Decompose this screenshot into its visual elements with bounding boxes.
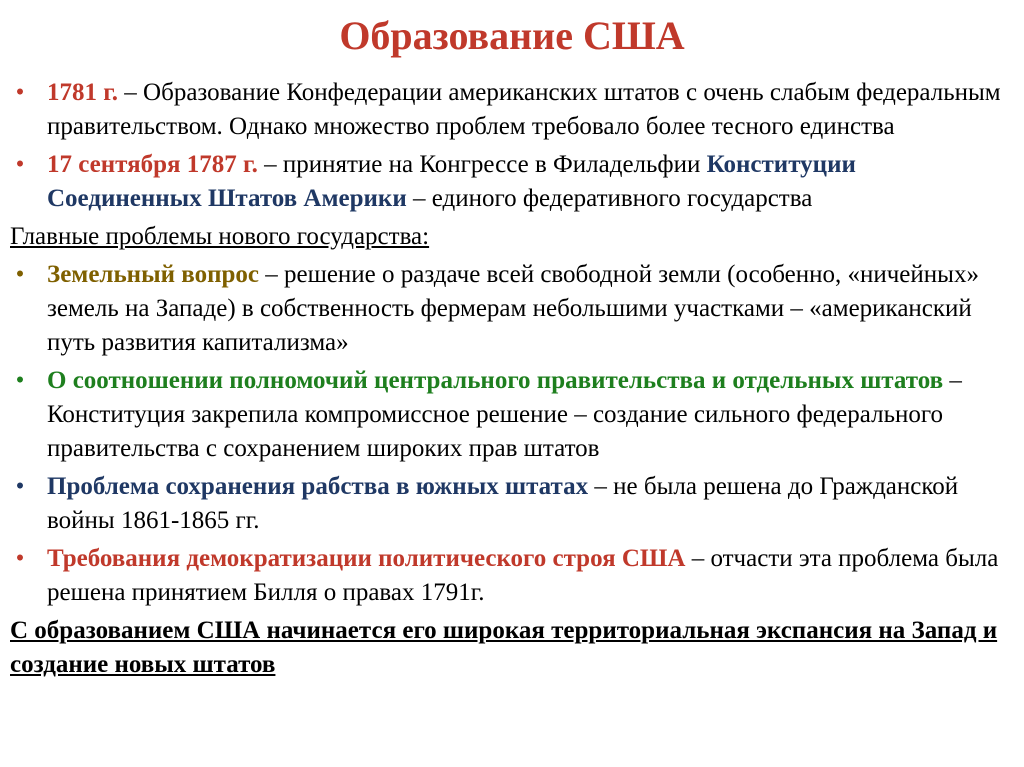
bullet-icon: • — [15, 151, 25, 178]
item-text: – принятие на Конгрессе в Филадельфии — [257, 151, 707, 178]
bullet-icon: • — [15, 545, 25, 572]
date-highlight: 17 сентября 1787 г. — [47, 151, 258, 178]
date-highlight: 1781 г. — [47, 79, 119, 106]
constitution-highlight: Конституции Соединенных Штатов Америки — [47, 151, 856, 212]
list-item-land — [10, 258, 1010, 360]
list-item-slavery — [10, 470, 1010, 538]
item-text: – отчасти эта проблема была решена принятием Билля о правах 1791г. — [47, 545, 999, 606]
conclusion-text: С образованием США начинается его широкая территориальная экспансия на Запад и создание новых штатов — [10, 617, 998, 678]
item-text: – не была решена до Гражданской войны 1861-1865 гг. — [47, 473, 959, 534]
bullet-icon: • — [15, 79, 25, 106]
slide-content — [10, 76, 1010, 682]
bullet-icon: • — [15, 261, 25, 288]
problem-highlight: О соотношении полномочий центрального правительства и отдельных штатов — [47, 367, 944, 394]
list-item-powers — [10, 364, 1010, 466]
section-subheader: Главные проблемы нового государства: — [10, 223, 430, 250]
page-title: Образование США — [339, 13, 685, 58]
problem-highlight: Земельный вопрос — [47, 261, 259, 288]
bullet-icon: • — [15, 473, 25, 500]
list-item-1781 — [10, 76, 1010, 144]
item-text: – Конституция закрепила компромиссное решение – создание сильного федерального правительства с сохранением широких прав штатов — [47, 367, 962, 462]
list-item-1787 — [10, 148, 1010, 216]
bullet-icon: • — [15, 367, 25, 394]
list-item-democratization — [10, 542, 1010, 610]
item-text: – Образование Конфедерации американских штатов с очень слабым федеральным правительством. Однако множество проблем требовало более тесного единства — [47, 79, 1001, 140]
problem-highlight: Проблема сохранения рабства в южных штатах — [47, 473, 589, 500]
problem-highlight: Требования демократизации политического строя США — [47, 545, 686, 572]
item-text: – единого федеративного государства — [406, 185, 813, 212]
item-text: – решение о раздаче всей свободной земли (особенно, «ничейных» земель на Западе) в собственность фермерам небольшими участками – «американский путь развития капитализма» — [47, 261, 979, 356]
